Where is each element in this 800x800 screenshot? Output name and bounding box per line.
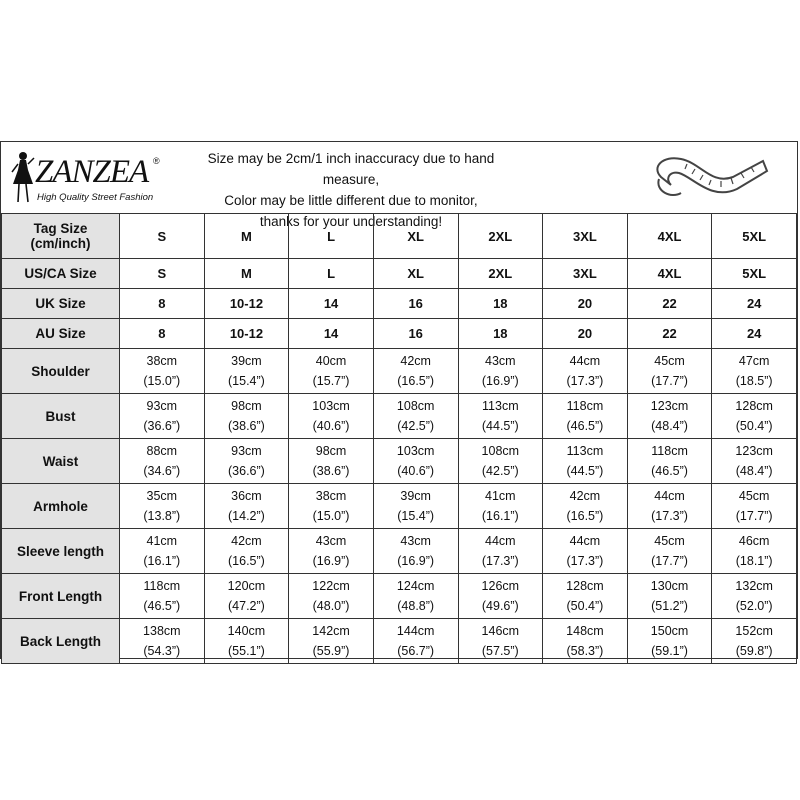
size-cell: 5XL [712, 259, 797, 289]
cm-value: 38cm [146, 354, 178, 368]
size-cell: 3XL [543, 214, 628, 259]
inch-value: (56.7”) [397, 644, 435, 658]
cm-value: 144cm [396, 624, 435, 638]
inch-value: (16.5”) [397, 374, 435, 388]
size-chart [0, 141, 798, 659]
inch-value: (46.5”) [143, 599, 181, 613]
row-header-line: Tag Size [33, 221, 88, 236]
size-cell: XL [373, 214, 458, 259]
table-row [2, 349, 797, 394]
size-cell: 24 [712, 319, 797, 349]
inch-value: (16.9”) [481, 374, 519, 388]
measure-cell [458, 439, 543, 484]
inch-value: (40.6”) [397, 464, 435, 478]
row-header: Shoulder [2, 349, 120, 394]
measure-cell [373, 439, 458, 484]
cm-value: 123cm [735, 444, 773, 458]
measure-cell [204, 439, 289, 484]
cm-value: 38cm [315, 489, 347, 503]
measure-cell [543, 439, 628, 484]
measure-cell [289, 484, 374, 529]
measure-cell [627, 574, 712, 619]
cm-value: 46cm [738, 534, 770, 548]
size-cell: 16 [373, 289, 458, 319]
table-row [2, 619, 797, 664]
row-header: UK Size [2, 289, 120, 319]
measure-cell [543, 619, 628, 664]
table-row [2, 319, 797, 349]
inch-value: (46.5”) [566, 419, 604, 433]
inch-value: (16.5”) [228, 554, 265, 568]
inch-value: (38.6”) [312, 464, 350, 478]
inch-value: (17.3”) [566, 554, 604, 568]
inch-value: (44.5”) [481, 419, 519, 433]
cm-value: 45cm [738, 489, 770, 503]
cm-value: 93cm [146, 399, 178, 413]
inch-value: (13.8”) [143, 509, 181, 523]
table-row [2, 259, 797, 289]
measure-cell [373, 574, 458, 619]
notice-line: Size may be 2cm/1 inch inaccuracy due to hand measure, [207, 151, 495, 187]
inch-value: (16.1”) [143, 554, 181, 568]
size-cell: 4XL [627, 214, 712, 259]
size-cell: M [204, 259, 289, 289]
measure-cell [204, 619, 289, 664]
notice-line: thanks for your understanding! [259, 214, 443, 229]
cm-value: 39cm [400, 489, 431, 503]
measure-cell [120, 529, 205, 574]
cm-value: 126cm [481, 579, 520, 593]
measure-cell [289, 619, 374, 664]
measure-cell [543, 574, 628, 619]
cm-value: 122cm [312, 579, 350, 593]
brand-name: ZANZEA [35, 154, 149, 190]
notice-line: Color may be little different due to monitor, [224, 193, 478, 208]
inch-value: (18.1”) [735, 554, 773, 568]
measure-cell [120, 439, 205, 484]
cm-value: 47cm [738, 354, 770, 368]
table-row [2, 394, 797, 439]
measure-cell [120, 484, 205, 529]
cm-value: 124cm [396, 579, 435, 593]
cm-value: 132cm [735, 579, 773, 593]
size-cell: 8 [120, 319, 205, 349]
registered-mark: ® [153, 156, 160, 166]
inch-value: (44.5”) [566, 464, 604, 478]
cm-value: 108cm [396, 399, 435, 413]
inch-value: (14.2”) [228, 509, 265, 523]
size-cell: L [289, 214, 374, 259]
inch-value: (46.5”) [651, 464, 688, 478]
size-table [1, 213, 797, 664]
inch-value: (48.4”) [735, 464, 773, 478]
measure-cell [458, 529, 543, 574]
inch-value: (51.2”) [651, 599, 688, 613]
measure-cell [543, 529, 628, 574]
row-header: US/CA Size [2, 259, 120, 289]
cm-value: 44cm [569, 354, 601, 368]
size-cell: 22 [627, 319, 712, 349]
inch-value: (17.7”) [735, 509, 773, 523]
inch-value: (17.3”) [566, 374, 604, 388]
measure-cell [458, 574, 543, 619]
fashion-model-silhouette-icon [9, 150, 37, 206]
measure-cell [204, 484, 289, 529]
inch-value: (16.9”) [397, 554, 435, 568]
measure-cell [543, 394, 628, 439]
cm-value: 130cm [650, 579, 689, 593]
measure-cell [120, 394, 205, 439]
cm-value: 44cm [485, 534, 516, 548]
measure-cell [120, 619, 205, 664]
measure-cell [289, 349, 374, 394]
measure-cell [458, 349, 543, 394]
cm-value: 128cm [566, 579, 604, 593]
measure-cell [543, 349, 628, 394]
measuring-tape-icon [641, 147, 771, 209]
inch-value: (38.6”) [228, 419, 265, 433]
table-row [2, 439, 797, 484]
measure-cell [204, 574, 289, 619]
measure-cell [627, 484, 712, 529]
size-cell: 18 [458, 319, 543, 349]
inch-value: (17.3”) [651, 509, 688, 523]
inch-value: (57.5”) [481, 644, 519, 658]
cm-value: 142cm [312, 624, 350, 638]
size-cell: S [120, 214, 205, 259]
measure-cell [458, 394, 543, 439]
measure-cell [712, 529, 797, 574]
inch-value: (16.5”) [566, 509, 604, 523]
measure-cell [627, 529, 712, 574]
size-cell: 20 [543, 289, 628, 319]
inch-value: (34.6”) [143, 464, 181, 478]
cm-value: 98cm [231, 399, 262, 413]
row-header: Front Length [2, 574, 120, 619]
inch-value: (17.7”) [651, 374, 688, 388]
measure-cell [712, 349, 797, 394]
cm-value: 146cm [481, 624, 520, 638]
cm-value: 93cm [231, 444, 262, 458]
size-cell: 2XL [458, 259, 543, 289]
cm-value: 123cm [650, 399, 689, 413]
cm-value: 40cm [315, 354, 347, 368]
cm-value: 152cm [735, 624, 773, 638]
cm-value: 103cm [396, 444, 435, 458]
inch-value: (36.6”) [143, 419, 181, 433]
cm-value: 43cm [315, 534, 347, 548]
row-header: Back Length [2, 619, 120, 664]
cm-value: 108cm [481, 444, 520, 458]
cm-value: 113cm [566, 444, 604, 458]
cm-value: 103cm [312, 399, 350, 413]
cm-value: 41cm [146, 534, 178, 548]
size-cell: S [120, 259, 205, 289]
inch-value: (49.6”) [481, 599, 519, 613]
cm-value: 44cm [654, 489, 685, 503]
size-cell: 3XL [543, 259, 628, 289]
inch-value: (36.6”) [228, 464, 265, 478]
measure-cell [204, 349, 289, 394]
measure-cell [373, 394, 458, 439]
cm-value: 120cm [227, 579, 266, 593]
inch-value: (42.5”) [397, 419, 435, 433]
inch-value: (15.4”) [228, 374, 265, 388]
inch-value: (18.5”) [735, 374, 773, 388]
inch-value: (42.5”) [481, 464, 519, 478]
size-cell: M [204, 214, 289, 259]
inch-value: (16.9”) [312, 554, 350, 568]
row-header: Armhole [2, 484, 120, 529]
cm-value: 43cm [485, 354, 516, 368]
row-header: AU Size [2, 319, 120, 349]
inch-value: (52.0”) [735, 599, 773, 613]
measure-cell [373, 619, 458, 664]
cm-value: 45cm [654, 534, 685, 548]
measure-cell [543, 484, 628, 529]
size-cell: 24 [712, 289, 797, 319]
size-cell: 2XL [458, 214, 543, 259]
table-row [2, 214, 797, 259]
cm-value: 41cm [485, 489, 516, 503]
size-cell: 10-12 [204, 319, 289, 349]
inch-value: (58.3”) [566, 644, 604, 658]
size-cell: 20 [543, 319, 628, 349]
measure-cell [627, 349, 712, 394]
measure-cell [373, 484, 458, 529]
measure-cell [120, 349, 205, 394]
size-cell: 10-12 [204, 289, 289, 319]
inch-value: (48.0”) [312, 599, 350, 613]
measure-cell [204, 529, 289, 574]
table-row [2, 484, 797, 529]
measure-cell [627, 439, 712, 484]
inch-value: (15.0”) [143, 374, 181, 388]
size-cell: XL [373, 259, 458, 289]
cm-value: 42cm [569, 489, 601, 503]
inch-value: (15.4”) [397, 509, 435, 523]
inch-value: (40.6”) [312, 419, 350, 433]
cm-value: 138cm [143, 624, 181, 638]
inch-value: (17.3”) [481, 554, 519, 568]
measure-cell [289, 529, 374, 574]
cm-value: 98cm [315, 444, 347, 458]
row-header: Sleeve length [2, 529, 120, 574]
inch-value: (15.7”) [312, 374, 350, 388]
cm-value: 43cm [400, 534, 431, 548]
inch-value: (17.7”) [651, 554, 688, 568]
cm-value: 128cm [735, 399, 773, 413]
cm-value: 140cm [227, 624, 266, 638]
measure-cell [373, 349, 458, 394]
cm-value: 88cm [146, 444, 178, 458]
cm-value: 35cm [146, 489, 178, 503]
cm-value: 118cm [651, 444, 688, 458]
measure-cell [458, 484, 543, 529]
size-cell: 14 [289, 319, 374, 349]
cm-value: 150cm [650, 624, 689, 638]
size-cell: 18 [458, 289, 543, 319]
measure-cell [712, 619, 797, 664]
size-cell: 4XL [627, 259, 712, 289]
cm-value: 42cm [231, 534, 262, 548]
inch-value: (48.4”) [651, 419, 688, 433]
cm-value: 113cm [482, 399, 519, 413]
cm-value: 44cm [569, 534, 601, 548]
inch-value: (54.3”) [143, 644, 181, 658]
measure-cell [120, 574, 205, 619]
cm-value: 118cm [143, 579, 181, 593]
inch-value: (55.9”) [312, 644, 350, 658]
cm-value: 148cm [566, 624, 604, 638]
cm-value: 118cm [566, 399, 604, 413]
brand-logo [9, 150, 169, 208]
inch-value: (59.8”) [735, 644, 773, 658]
measure-cell [289, 394, 374, 439]
inch-value: (47.2”) [228, 599, 265, 613]
table-row [2, 289, 797, 319]
measure-cell [627, 394, 712, 439]
size-cell: 22 [627, 289, 712, 319]
size-cell: L [289, 259, 374, 289]
measure-cell [204, 394, 289, 439]
inch-value: (48.8”) [397, 599, 435, 613]
inch-value: (16.1”) [481, 509, 519, 523]
row-header-line: (cm/inch) [30, 236, 91, 251]
measure-cell [373, 529, 458, 574]
cm-value: 45cm [654, 354, 685, 368]
inch-value: (59.1”) [651, 644, 688, 658]
inch-value: (50.4”) [735, 419, 773, 433]
measure-cell [712, 574, 797, 619]
measure-cell [289, 574, 374, 619]
cm-value: 39cm [231, 354, 262, 368]
row-header: Waist [2, 439, 120, 484]
size-cell: 5XL [712, 214, 797, 259]
table-row [2, 574, 797, 619]
measure-cell [712, 439, 797, 484]
inch-value: (50.4”) [566, 599, 604, 613]
measure-cell [627, 619, 712, 664]
brand-tagline: High Quality Street Fashion [37, 192, 154, 203]
measure-cell [712, 484, 797, 529]
size-cell: 14 [289, 289, 374, 319]
measure-cell [712, 394, 797, 439]
size-cell: 16 [373, 319, 458, 349]
cm-value: 36cm [231, 489, 262, 503]
measure-cell [289, 439, 374, 484]
measure-cell [458, 619, 543, 664]
inch-value: (15.0”) [312, 509, 350, 523]
row-header [2, 214, 120, 259]
table-row [2, 529, 797, 574]
size-cell: 8 [120, 289, 205, 319]
cm-value: 42cm [400, 354, 431, 368]
inch-value: (55.1”) [228, 644, 265, 658]
row-header: Bust [2, 394, 120, 439]
